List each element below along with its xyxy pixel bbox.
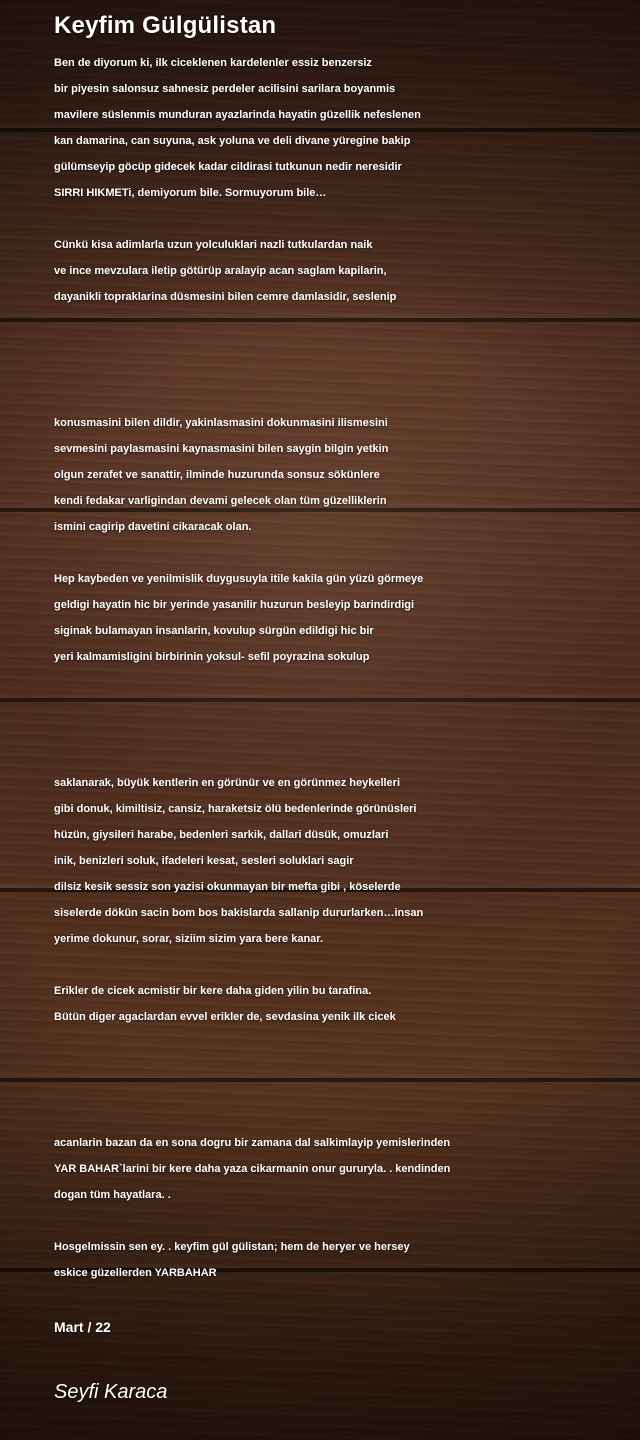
poem-stanza <box>54 410 640 670</box>
poem-line: gülümseyip göcüp gidecek kadar cildirasi tutkunun nedir neresidir <box>54 161 402 173</box>
poem-line: kendi fedakar varligindan devami gelecek olan tüm güzelliklerin <box>54 495 387 507</box>
poem-author: Seyfi Karaca <box>54 1381 168 1403</box>
stanza-break <box>54 1208 640 1234</box>
poem-line: ismini cagirip davetini cikaracak olan. <box>54 521 252 533</box>
stanza-break <box>54 206 640 232</box>
poem-line: hüzün, giysileri harabe, bedenleri sarkik, dallari düsük, omuzlari <box>54 829 389 841</box>
poem-line: mavilere süslenmis munduran ayazlarinda hayatin güzellik nefeslenen <box>54 109 421 121</box>
poem-line: gibi donuk, kimiltisiz, cansiz, haraketsiz ölü bedenlerinde görünüsleri <box>54 803 417 815</box>
poem-line: geldigi hayatin hic bir yerinde yasanilir huzurun besleyip barindirdigi <box>54 599 415 611</box>
poem-line: Hep kaybeden ve yenilmislik duygusuyla itile kakila gün yüzü görmeye <box>54 573 424 585</box>
poem-line: SIRRI HIKMETi, demiyorum bile. Sormuyorum bile… <box>54 187 327 199</box>
poem-line: saklanarak, büyük kentlerin en görünür ve en görünmez heykelleri <box>54 777 401 789</box>
poem-line: konusmasini bilen dildir, yakinlasmasini dokunmasini ilismesini <box>54 417 388 429</box>
poem-line: siselerde dökün sacin bom bos bakislarda sallanip dururlarken…insan <box>54 907 424 919</box>
poem-line: inik, benizleri soluk, ifadeleri kesat, sesleri soluklari sagir <box>54 855 354 867</box>
poem-line: siginak bulamayan insanlarin, kovulup sürgün edildigi hic bir <box>54 625 374 637</box>
stanza-break <box>54 540 640 566</box>
poem-line: bir piyesin salonsuz sahnesiz perdeler acilisini sarilara boyanmis <box>54 83 396 95</box>
poem-stanza <box>54 1130 640 1286</box>
poem-line: olgun zerafet ve sanattir, ilminde huzurunda sonsuz sökünlere <box>54 469 380 481</box>
poem-stanza <box>54 50 640 310</box>
poem-line: acanlarin bazan da en sona dogru bir zamana dal salkimlayip yemislerinden <box>54 1137 451 1149</box>
poem-line: Hosgelmissin sen ey. . keyfim gül gülistan; hem de heryer ve hersey <box>54 1241 410 1253</box>
poem-line: dayanikli topraklarina düsmesini bilen cemre damlasidir, seslenip <box>54 291 397 303</box>
poem-line: Erikler de cicek acmistir bir kere daha giden yilin bu tarafina. <box>54 985 372 997</box>
poem-line: YAR BAHAR`larini bir kere daha yaza cikarmanin onur gururyla. . kendinden <box>54 1163 451 1175</box>
poem-line: yeri kalmamisligini birbirinin yoksul- sefil poyrazina sokulup <box>54 651 370 663</box>
poem-line: kan damarina, can suyuna, ask yoluna ve deli divane yüregine bakip <box>54 135 411 147</box>
poem-line: sevmesini paylasmasini kaynasmasini bilen saygin bilgin yetkin <box>54 443 389 455</box>
poem-line: Bütün diger agaclardan evvel erikler de, sevdasina yenik ilk cicek <box>54 1011 396 1023</box>
poem-date: Mart / 22 <box>54 1319 111 1335</box>
poem-line: Cünkü kisa adimlarla uzun yolculuklari nazli tutkulardan naik <box>54 239 373 251</box>
stanza-break <box>54 952 640 978</box>
poem-line: yerime dokunur, sorar, siziim sizim yara bere kanar. <box>54 933 324 945</box>
poem-line: dogan tüm hayatlara. . <box>54 1189 171 1201</box>
poem-line: ve ince mevzulara iletip götürüp aralayip acan saglam kapilarin, <box>54 265 387 277</box>
poem-line: Ben de diyorum ki, ilk ciceklenen kardelenler essiz benzersiz <box>54 57 372 69</box>
poem-line: eskice güzellerden YARBAHAR <box>54 1267 217 1279</box>
poem-line: dilsiz kesik sessiz son yazisi okunmayan bir mefta gibi , köselerde <box>54 881 401 893</box>
poem-stanza <box>54 770 640 1030</box>
poem-title: Keyfim Gülgülistan <box>54 12 277 39</box>
